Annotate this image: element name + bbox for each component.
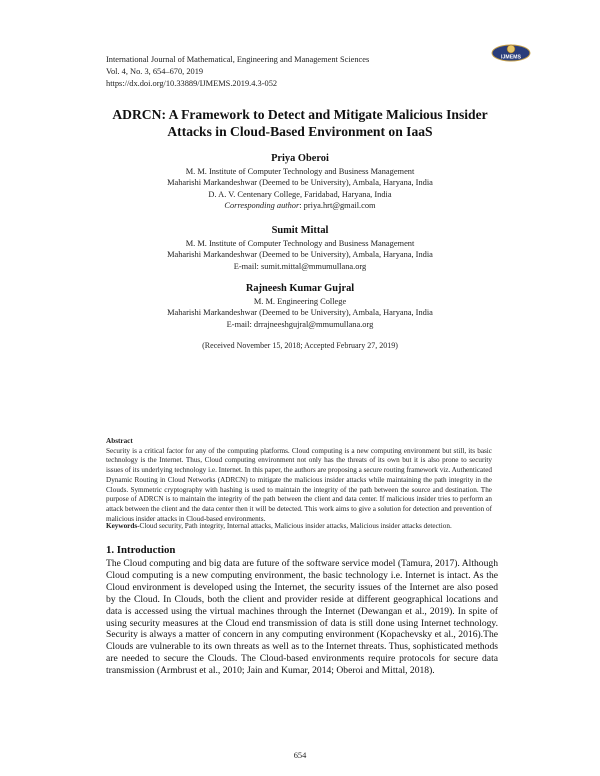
journal-header [106, 54, 369, 90]
logo-text: IJMEMS [501, 54, 521, 61]
affiliation-line: M. M. Engineering College [253, 297, 347, 306]
abstract-heading: Abstract [106, 437, 133, 445]
page-number: 654 [293, 751, 307, 760]
corresponding-label: Corresponding author [224, 201, 300, 211]
author-email[interactable]: E-mail: drrajneeshgujral@mmumullana.org [226, 319, 374, 329]
author-block-3 [100, 282, 500, 330]
author-name: Rajneesh Kumar Gujral [245, 283, 355, 294]
corresponding-email[interactable]: : priya.hrt@gmail.com [299, 201, 376, 211]
section-heading: 1. Introduction [106, 544, 176, 556]
keywords-label: Keywords- [106, 522, 140, 530]
affiliation-line: Maharishi Markandeshwar (Deemed to be University), Ambala, Haryana, India [167, 308, 433, 318]
title-line-1: ADRCN: A Framework to Detect and Mitigate Malicious Insider [112, 107, 488, 122]
affiliation-line: Maharishi Markandeshwar (Deemed to be University), Ambala, Haryana, India [167, 178, 433, 188]
author-name: Priya Oberoi [271, 153, 329, 164]
affiliation-line: M. M. Institute of Computer Technology and Business Management [185, 167, 415, 176]
author-name: Sumit Mittal [271, 225, 329, 236]
affiliation-line: Maharishi Markandeshwar (Deemed to be University), Ambala, Haryana, India [167, 250, 433, 260]
intro-paragraph: The Cloud computing and big data are future of the software service model (Tamura, 2017). Although Cloud computing is a new computing environment, the basic technology i.e. Internet is intact. As the Cloud environment is developed using the Internet, the security issues of the Internet are also posed by the Cloud. In Clouds, both the client and provider reside at different geographical locations and data is accessed using the virtual machines through the Internet (Dewangan et al., 2019). In spite of using security measures at the Cloud end transmission of data is still done using Internet technology. Security is always a matter of concern in any computing environment (Kopachevsky et al., 2016).The Clouds are vulnerable to its own threats as well as to the Internet threats. Thus, sophisticated methods are needed to secure the Clouds. The Cloud-based environments require protocols for secure data transmission (Armbrust et al., 2010; Jain and Kumar, 2014; Oberoi and Mittal, 2018). [106, 558, 498, 677]
title-line-2: Attacks in Cloud-Based Environment on IaaS [167, 124, 433, 139]
journal-doi[interactable]: https://dx.doi.org/10.33889/IJMEMS.2019.4.3-052 [106, 79, 278, 88]
journal-name: International Journal of Mathematical, Engineering and Management Sciences [106, 55, 370, 64]
received-dates: (Received November 15, 2018; Accepted February 27, 2019) [202, 341, 398, 350]
affiliation-line: D. A. V. Centenary College, Faridabad, Haryana, India [208, 189, 392, 199]
abstract-section [106, 437, 492, 524]
corresponding-author [100, 200, 500, 211]
journal-logo-icon [491, 43, 531, 63]
author-block-1 [100, 152, 500, 212]
abstract-text: Security is a critical factor for any of the computing platforms. Cloud computing is a new computing environment but still, its basic technology is the Internet. Thus, Cloud computing environment not only has the threats of its own but it is also prone to security issues of its underlying technology i.e. Internet. In this paper, the authors are proposing a secure routing framework viz. Authenticated Dynamic Routing in Cloud Networks (ADRCN) to mitigate the malicious insider attacks while maintaining the path integrity in the Clouds. Symmetric cryptography with hashing is used to maintain the integrity of the path between the source and destination. The purpose of ADRCN is to maintain the integrity of the path between the client and data center. If malicious insider tries to perform an attack between the client and the data center then it will be detected. This work aims to give a solution for detection and prevention of malicious insider attacks in Cloud-based environments. [106, 446, 492, 523]
author-block-2 [100, 224, 500, 272]
keywords-section [106, 522, 492, 532]
journal-volume: Vol. 4, No. 3, 654–670, 2019 [106, 67, 204, 76]
author-email[interactable]: E-mail: sumit.mittal@mmumullana.org [233, 261, 367, 271]
keywords-text: Cloud security, Path integrity, Internal attacks, Malicious insider attacks, Malicious insider attacks detection. [139, 522, 452, 530]
affiliation-line: M. M. Institute of Computer Technology and Business Management [185, 239, 415, 248]
paper-title [80, 106, 520, 140]
